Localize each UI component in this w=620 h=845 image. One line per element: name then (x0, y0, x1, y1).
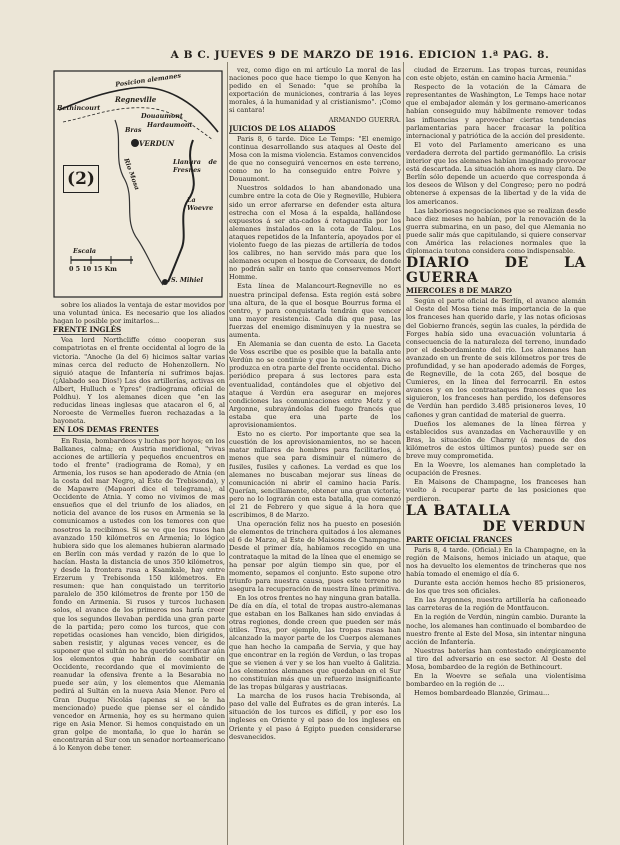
col3-paragraph: Durante esta acción hemos hecho 85 prisioneros, de los que tres son oficiales. (406, 579, 586, 596)
col2-paragraph: Esta línea de Malancourt-Regneville no es nuestra principal defensa. Esta región está sobre una altura, de la que el bosque Bourrus forma el centro, y para conquistarla tendrán que vencer una mayor resistencia. Cada día que pasa, las fuerzas del enemigo disminuyen y la nuestra se aumenta. (229, 282, 401, 339)
col3-paragraph: En la región de Verdún, ningún cambio. Durante la noche, los alemanes han continuado el bombardeo de nuestro frente al Este del Mosa, sin intentar ninguna acción de Infantería. (406, 613, 586, 646)
section-heading-miercoles: MIERCOLES 8 DE MARZO (406, 286, 512, 296)
col2-paragraph: Una operación feliz nos ha puesto en posesión de elementos de trinchera quitados á los alemanes el 6 de Marzo, al Este de Maisons de Champagne. Desde el primer día, habíamos recogido en una contrataque la mitad de la línea que el enemigo se ha pensar por algún tiempo sin que, por el momento, sepamos el conjunto. Esto supone otro triunfo para nuestra causa, pues este terreno no asegura la recuperación de nuestra línea primitiva. (229, 520, 401, 593)
col1-paragraph: Vea lord Northcliffe cómo cooperan sus compatriotas en el frente occidental al logro de la victoria. "Anoche (la del 6) hicimos saltar varias minas cerca del reducto de Hohenzollern. No siguió ataque de Infantería ni sufrimos bajas. (¡Alabado sea Dios!) Las dos artillerías, activas en Albert, Hulluch e Ypres" (radiograma oficial de Poldhu). Y los alemanes dicen que "en las reducidas lineas inglesas que atacaron el 6, al Noroeste de Vermelles fueron rechazadas a la bayoneta. (53, 336, 225, 426)
column-rule-2 (403, 62, 404, 845)
col3-paragraph: En Maisons de Champagne, los franceses han vuelto á recuperar parte de las posiciones que perdieron. (406, 478, 586, 503)
map-label-bethincourt: Bethincourt (57, 104, 101, 112)
col3-paragraph: Respecto de la votación de la Cámara de representantes de Washington, Le Temps hace notar que el embajador alemán y los germano-americanos habían conseguido muy hábilmente remover todas las influencias y aprovechar ciertas tendencias parlamentarias para hacer fracasar la política internacional y patriótica de la acción del presidente. (406, 83, 586, 140)
col2-paragraph: La marcha de los rusos hacia Trebisonda, al paso del valle del Éufrates es de gran interés. La situación de los turcos es difícil, y por eso los ingleses en Oriente y el paso de los ingleses en Oriente y el paso á Egipto pueden considerarse desvanecidos. (229, 692, 401, 741)
col2-paragraph: Paris 8, 6 tarde. Dice Le Temps: "El enemigo continua desarrollando sus ataques al Oeste del Mosa con la misma violencia. Estamos convencidos de que no conseguirá vencernos en este terreno, como no lo ha conseguido entre Poivre y Douaumont. (229, 134, 401, 184)
col3-paragraph: Hemos bombardeado Blanzée, Grimau... (414, 689, 550, 698)
section-heading-demas-frentes: EN LOS DEMAS FRENTES (53, 425, 159, 435)
column-3 (406, 66, 586, 838)
col2-paragraph: Esto no es cierto. Por importante que sea la cuestión de los aprovisionamientos, no se hacen matar millares de hombres para facilitarlos, á menos que sea para disminuir el número de fusiles, fusiles y cañones. La verdad es que los alemanes no buscaban mejorar sus líneas de comunicación ni abrir el camino hacia París. Querían, sencillamente, obtener una gran victoria; pero no lo lograrán con esta batalla, que comenzó el 21 de Febrero y que sigue á la hora que escribimos, 8 de Marzo. (229, 430, 401, 520)
col3-paragraph: Nuestras baterías han contestado enérgicamente al tiro del adversario en ese sector. Al Oeste del Mosa, bombardeo de la región de Bethincourt. (406, 646, 586, 671)
col3-paragraph: El voto del Parlamento americano es una verdadera derrota del partido germanófilo. La crisis interior que los alemanes habían imaginado provocar está descartada. La situación ahora es muy clara. De Berlín sólo depende un acuerdo que corresponda á los deseos de Wilson y del Congreso; pero no podrá obtenerse á expensas de la libertad y de la vida de los americanos. (406, 140, 586, 206)
saint-mihiel-marker (162, 279, 168, 285)
page-header: A B C. JUEVES 9 DE MARZO DE 1916. EDICION 1.ª PAG. 8. (170, 49, 550, 61)
map-label-hardaumont: Hardaumont (147, 121, 193, 129)
map-label-rio-mosa: Rio Mosa (122, 157, 142, 192)
map-label-bras: Bras (125, 126, 142, 134)
col2-paragraph: En los otros frentes no hay ninguna gran batalla. De día en día, el total de tropas austro-alemanas que estaban en los Balkanes han sido enviadas á otras regiones, donde creen que pueden ser más útiles. Tras, por ejemplo, las tropas rusas han alcanzado la mayor parte de los Cuerpos alemanes que han hecho la campaña de Servia, y que hay que encontrar en la región de Verdun, o las tropas que se vienen á ver y se los han vuelto á Galitzia. Los elementos alemanes que quedaban en el Sur no constituían más que un refuerzo insignificante de las tropas búlgaras y austriacas. (229, 594, 401, 692)
section-heading-frente-ingles: FRENTE INGLÉS (53, 325, 122, 335)
col3-paragraph: En las Argonnes, nuestra artillería ha cañoneado las carreteras de la región de Montfaucon. (406, 596, 586, 613)
section-heading-parte-oficial: PARTE OFICIAL FRANCES (406, 534, 513, 544)
col2-paragraph: Nuestros soldados lo han abandonado una cumbre entre la cota de Oie y Regneville, Hubiera sido un error aferrarse en defender esta altura estrecha con el Mosa á la espalda, hallándose expuestos á ser ata-cados á retaguardia por los alemanes instalados en la cota de Talou. Los ataques repetidos de la Infantería, apoyados por el violento fuego de las piezas de artillería de todos los calibres, no han servido más para que los alemanes ocupen el bosque de Corveaux, de donde no podrán salir en tanto que conservemos Mort Homme. (229, 184, 401, 282)
section-heading-juicios: JUICIOS DE LOS ALIADOS (229, 123, 336, 133)
col3-paragraph: ciudad de Erzerum. Las tropas turcas, reunidas con este objeto, están en camino hacia Armenia." (406, 66, 586, 83)
map-label-scale-ticks: 0 5 10 15 Km (69, 265, 117, 273)
verdun-marker (131, 139, 139, 147)
headline-la-batalla: LA BATALLA (406, 502, 511, 519)
col3-paragraph: Dueños los alemanes de la línea férrea y establecidos sus avanzadas en Vacherauville y en Bras, la situación de Charny (á menos de dos kilómetros de estos últimos puntos) puede ser en breve muy comprometida. (406, 419, 586, 461)
col3-paragraph: En la Woevre, los alemanes han completado la ocupación de Fresnes. (406, 461, 586, 478)
col1-paragraph: sobre los aliados la ventaja de estar movidos por una voluntad única. Es necesario que los aliados hagan lo posible por imitarlos... (53, 301, 225, 326)
map-label-saint-mihiel: S. Mihiel (171, 276, 203, 284)
map-label-woevre: La Woevre (187, 196, 214, 212)
map-label-posiciones: Posicion alemanes (114, 71, 182, 89)
map-label-llanura: Llanura de Fresnes (173, 158, 217, 174)
col2-paragraph: En Alemania se dan cuenta de esto. La Gaceta de Voss escribe que es posible que la batalla ante Verdún no se continúe y que la nueva ofensiva se produzca en otra parte del frente occidental. Dicho periódico prepara á sus lectores para esta eventualidad, contándoles que el objetivo del ataque á Verdún era asegurar en mejores condiciones las comunicaciones entre Metz y el Argonne, subrayándolas del fuego francés que estaba que era una parte de los aprovisionamientos. (229, 340, 401, 430)
verdun-map (53, 70, 223, 298)
headline-diario-guerra: DIARIO DE LA GUERRA (406, 255, 586, 287)
map-label-regneville: Regneville (115, 95, 157, 104)
col3-paragraph: Las laboriosas negociaciones que se realizan desde hace diez meses no habían, por la renovación de la guerra submarina, en un paso, del que Alemania no puede salir más que capitulando, si quiere conservar con América las relaciones normales que la diplomacia teutona considera como indispensable. (406, 206, 586, 256)
col3-paragraph: Paris 8, 4 tarde. (Oficial.) En la Champagne, en la región de Maisons, hemos iniciado un ataque, que nos ha devuelto los elementos de trincheras que nos había tomado el enemigo el día 6. (406, 545, 586, 578)
column-1 (53, 70, 225, 840)
author-signature: ARMANDO GUERRA. (328, 115, 401, 124)
column-rule-1 (227, 62, 228, 845)
column-2 (229, 66, 401, 838)
map-label-escala: Escala (73, 247, 97, 255)
map-number: (2) (63, 165, 99, 193)
col1-paragraph: En Rusia, bombardeos y luchas por hoyos; en los Balkanes, calma; en Austria meridional, "vivas acciones de artillería y pequeños encuentros en todo el frente" (radiograma de Roma), y en Armenia, los rusos se han apoderado de Atnia (en la costa del mar Negro, al Este de Trebisonda), y de Mapawre (Mapaori dice el telegrama), al Occidente de Atnia. Y como no vivimos de mas ensueños que el del triunfo de los aliados, en noticia del avance de los rusos en Armenia se la comunicamos a ustedes con los temores con que nosotros la recibimos. Si se ve que los rusos han avanzado 150 kilómetros en Armenia; lo lógico hubiera sido que los alemanes hubieran alarmado en Berlín con más verdad y razón de lo que lo hacían. Hasta la distancia de unos 350 kilómetros, y desde la frontera rusa a Ksamkale, hay entre Erzerum y Trebisonda 150 kilómetros. En resumen: que han conquistado un territorio paralelo de 350 kilómetros de frente por 150 de fondo en Armenia. Si rusos y turcos luchasen solos, el avance de los primeros nos haría creer que los segundos llevaban perdida una gran parte de la partida; pero como los turcos, que con repetidas ocasiones han vencido, bien dirigidos, saben resistir, y algunas veces vencer, es de suponer que el sultán no ha querido sacrificar aún los elementos que habrán de combatir en Occidente, recordando que el movimiento de reanudar la ofensiva frente a la Besarabia no puede ser aún, y los elementos que Alemania pedirá al Sultán en la nueva Asia Menor. Pero el Gran Duque Nicolás (apenas si se le ha mencionado) puede que piense ser el cándido vencedor en Armenia, hoy es su hermano quien rige en Asia Menor. Si hemos conquistado en un gran golpe de montaña, lo que lo harán se encontrarán al Sur con un senador norteamericano á lo Kenyon debe tener. (53, 436, 225, 753)
col3-paragraph: Según el parte oficial de Berlín, el avance alemán al Oeste del Mosa tiene más importancia de la que los franceses han querido darle, y las notas oficiosas del Gobierno francés, según las cuales, la pérdida de Forges había sido una evacuación voluntaria á consecuencia de la naturaleza del terreno, inundado por el desbordamiento del río. Los alemanes han avanzado en un frente de seis kilómetros por tres de profundidad, y se han apoderado además de Forges, de Regneville, de la cota 265, del bosque de Cumieres, en la línea del ferrocarril. En estos avances y en los contraataques franceses que les siguieron, los franceses han perdido, los defensores de Verdún han perdido 3.485 prisioneros leves, 10 cañones y gran cantidad de material de guerra. (406, 297, 586, 419)
headline-de-verdun: DE VERDUN (482, 518, 586, 535)
map-label-verdun: VERDUN (139, 139, 175, 148)
map-label-douaumont: Douaumont (141, 112, 183, 120)
col3-paragraph: En la Woevre se señala una violentísima bombardeo en la región de ... (406, 672, 586, 689)
col2-paragraph: vez, como digo en mi artículo La moral de las naciones poco que hace tiempo lo que Kenyon ha pedido en el Senado: "que se prohíba la exportación de municiones, contraria á las leyes morales, á la humanidad y al cristianismo". ¡Como si cantara! (229, 66, 401, 115)
